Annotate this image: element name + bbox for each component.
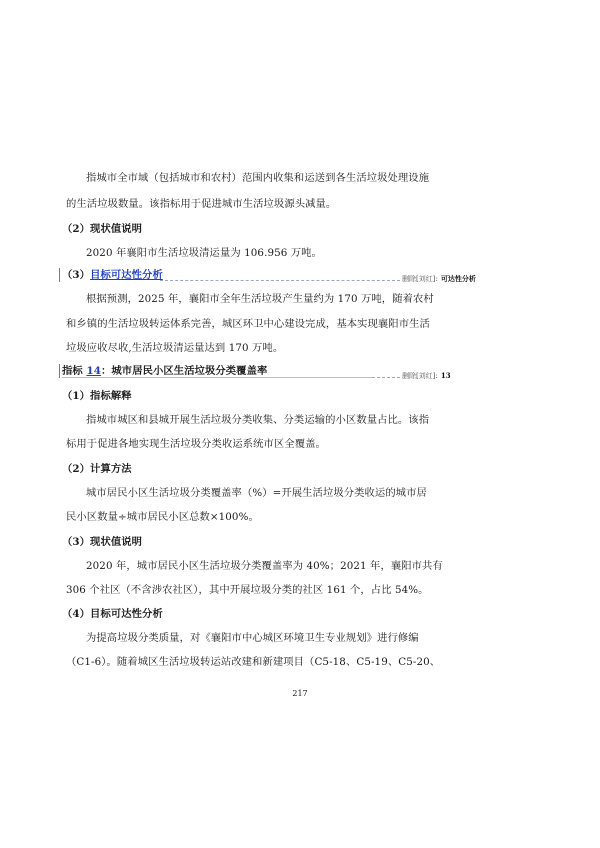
tracked-change-insertion[interactable]: 14	[86, 365, 102, 377]
comment-label: 删除[刘红]:	[402, 275, 438, 283]
comment-text: 13	[440, 371, 451, 380]
body-text-line: 和乡镇的生活垃圾转运体系完善，城区环卫中心建设完成，基本实现襄阳市生活	[66, 318, 430, 330]
body-text-line: 为提高垃圾分类质量，对《襄阳市中心城区环境卫生专业规划》进行修编	[86, 632, 419, 644]
section-heading: （1）指标解释	[62, 390, 132, 402]
heading-number: （3）	[62, 269, 91, 281]
revision-bar	[59, 268, 60, 282]
section-heading: （3）现状值说明	[62, 536, 143, 548]
body-text-line: （C1-6）。随着城区生活垃圾转运站改建和新建项目（C5-18、C5-19、C5-20、	[66, 656, 441, 668]
comment-balloon[interactable]	[402, 371, 451, 381]
section-heading: （2）计算方法	[62, 463, 132, 475]
body-text-line: 指城市城区和县城开展生活垃圾分类收集、分类运输的小区数量占比。该指	[86, 414, 430, 426]
comment-connector	[160, 280, 400, 281]
comment-text: 可达性分析	[440, 274, 476, 283]
comment-connector	[62, 377, 372, 378]
page-number: 217	[292, 689, 308, 698]
tracked-change-insertion[interactable]: 目标可达性分析	[90, 269, 163, 281]
indicator-title: ：城市居民小区生活垃圾分类覆盖率	[101, 365, 268, 377]
section-heading	[62, 268, 163, 282]
body-text-line: 垃圾应收尽收,生活垃圾清运量达到 170 万吨。	[66, 342, 284, 354]
indicator-heading	[62, 364, 267, 378]
comment-connector	[372, 377, 400, 378]
body-text-line: 城市居民小区生活垃圾分类覆盖率（%）=开展生活垃圾分类收运的城市居	[86, 487, 427, 499]
body-text-line: 2020 年，城市居民小区生活垃圾分类覆盖率为 40%；2021 年，襄阳市共有	[86, 560, 443, 572]
section-heading: （4）目标可达性分析	[62, 608, 163, 620]
body-text-line: 指城市全市域（包括城市和农村）范围内收集和运送到各生活垃圾处理设施	[86, 172, 430, 184]
indicator-prefix: 指标	[62, 365, 87, 377]
section-heading: （2）现状值说明	[62, 223, 143, 235]
comment-balloon[interactable]	[402, 274, 476, 284]
body-text-line: 2020 年襄阳市生活垃圾清运量为 106.956 万吨。	[86, 247, 322, 259]
body-text-line: 民小区数量÷城市居民小区总数×100%。	[66, 511, 259, 523]
body-text-line: 标用于促进各地实现生活垃圾分类收运系统市区全覆盖。	[66, 438, 326, 450]
body-text-line: 306 个社区（不含涉农社区），其中开展垃圾分类的社区 161 个，占比 54%。	[66, 584, 429, 596]
body-text-line: 根据预测，2025 年，襄阳市全年生活垃圾产生量约为 170 万吨，随着农村	[86, 293, 434, 305]
comment-label: 删除[刘红]:	[402, 372, 438, 380]
revision-bar	[59, 364, 60, 378]
body-text-line: 的生活垃圾数量。该指标用于促进城市生活垃圾源头减量。	[66, 198, 337, 210]
